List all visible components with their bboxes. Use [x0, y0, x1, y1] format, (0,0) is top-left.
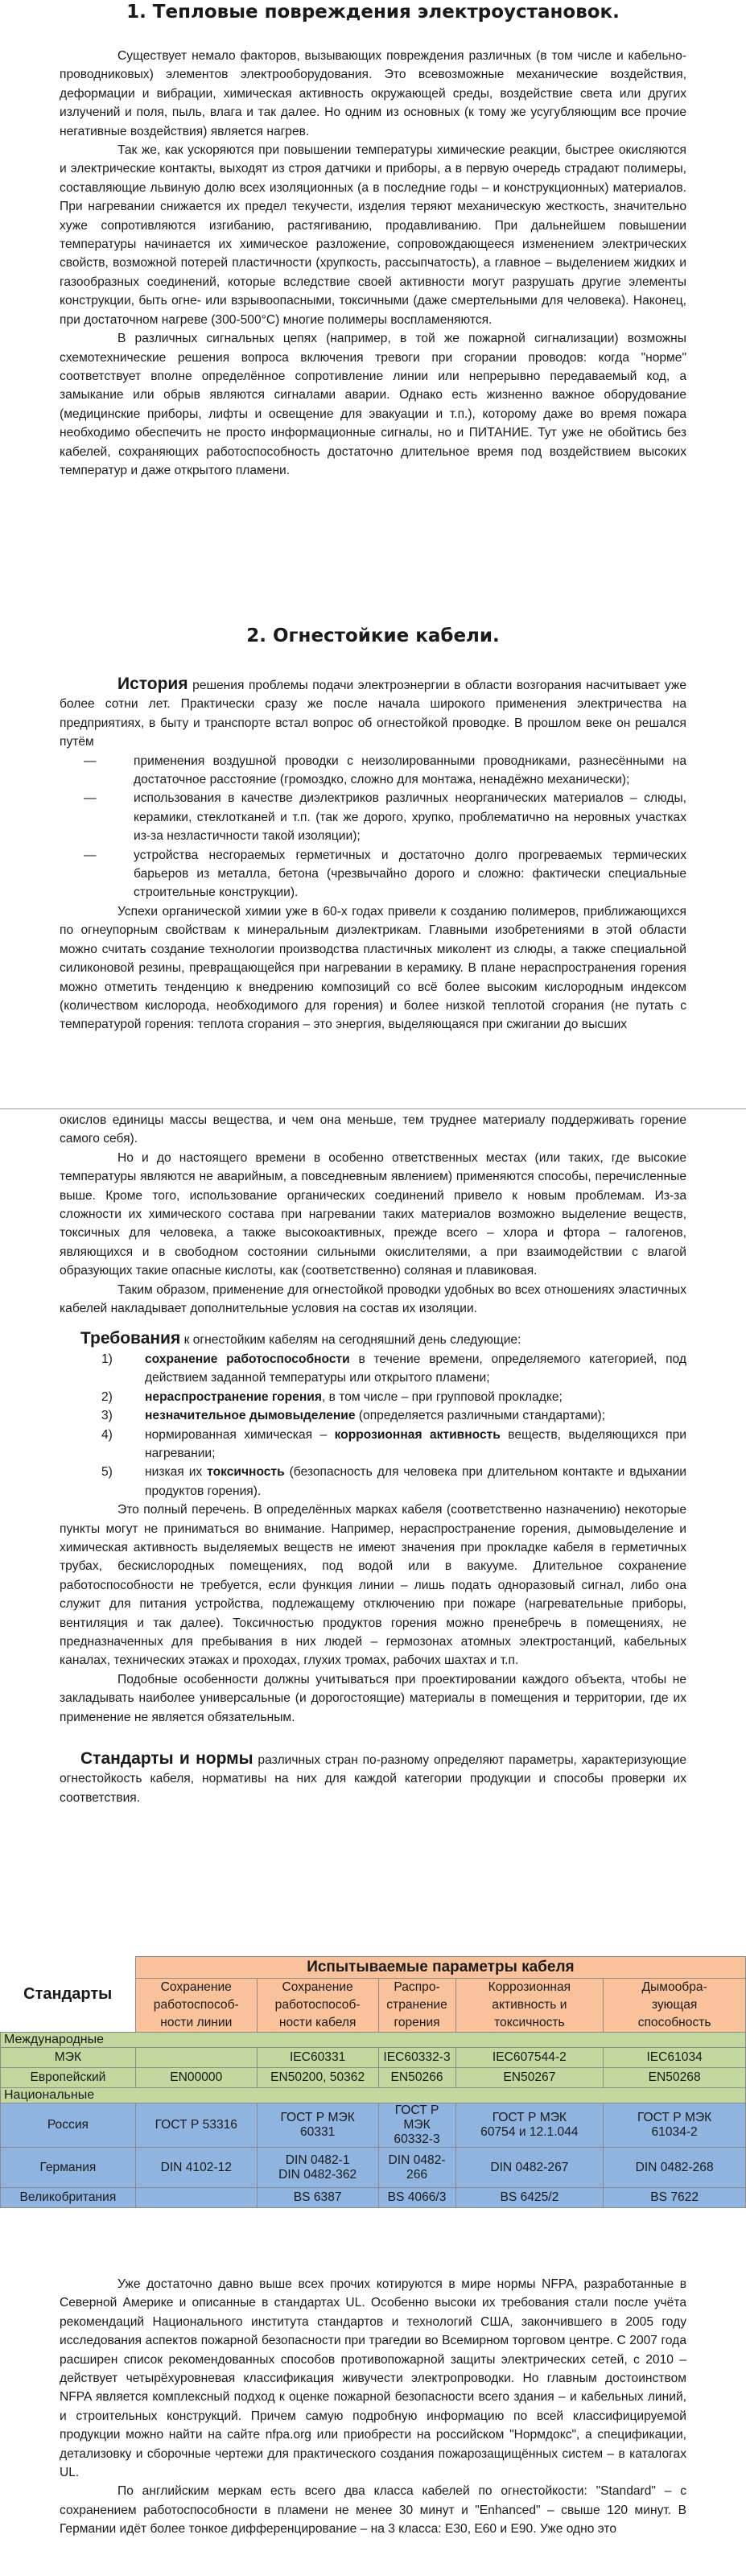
list-bold: нераспространение горения	[145, 1389, 322, 1404]
standards-table-wrap	[0, 1956, 746, 2208]
list-item: — использования в качестве диэлектриков различных неорганических материалов – слюды, керамики, стеклотканей и т.п. (так же дорого, хрупко, проблематично на неровных участках из-за незластичности такой изоляции);	[60, 789, 686, 845]
table-cell	[135, 2188, 257, 2208]
standards-lead: Стандарты и нормы	[80, 1749, 253, 1768]
history-text: решения проблемы подачи электроэнергии в области возгорания насчитывает уже более сотни лет. Практически сразу же после начала широкого применения электричества на предприятиях, в быту и транспорте встал вопрос об огнестойкой проводке. В прошлом веке он решался путём	[60, 679, 686, 749]
table-main-header: Испытываемые параметры кабеля	[135, 1957, 745, 1979]
table-cell	[135, 2048, 257, 2068]
table-cell: EN50268	[604, 2068, 746, 2088]
table-row	[1, 2148, 746, 2188]
requirements-lead: Требования	[80, 1329, 181, 1348]
history-paragraph	[60, 675, 686, 752]
list-bold: коррозионная активность	[334, 1427, 501, 1442]
table-cell	[257, 2148, 378, 2188]
table-cell-line: 60332-3	[394, 2132, 440, 2146]
standards-text: различных стран по-разному определяют параметры, характеризующие огнестойкость кабеля, нормативы на них для каждой категории продукции и способы проверки их соответствия.	[60, 1753, 686, 1805]
list-text: , в том числе – при групповой прокладке;	[321, 1389, 563, 1404]
table-cell-line: ГОСТ Р МЭК	[394, 2103, 439, 2132]
table-row	[1, 2188, 746, 2208]
list-text: (безопасность для человека при длительном контакте и вдыхании продуктов горения).	[145, 1465, 686, 1498]
list-number: 5)	[101, 1465, 113, 1480]
table-row	[1, 2068, 746, 2088]
requirements-text: к огнестойким кабелям на сегодняшний день следующие:	[183, 1333, 521, 1348]
table-row	[1, 2048, 746, 2068]
table-cell: BS 6425/2	[455, 2188, 604, 2208]
table-column-header: Коррозионная активность и токсичность	[455, 1979, 604, 2033]
table-cell: Германия	[1, 2148, 136, 2188]
table-cell: EN50266	[378, 2068, 455, 2088]
page-divider	[0, 1108, 746, 1109]
list-number: 2)	[101, 1389, 113, 1404]
table-cell: DIN 4102-12	[135, 2148, 257, 2188]
list-bold: токсичность	[207, 1465, 285, 1480]
list-item	[101, 1426, 686, 1463]
list-number: 4)	[101, 1427, 113, 1442]
table-cell: EN00000	[135, 2068, 257, 2088]
list-pre: низкая их	[145, 1465, 208, 1480]
table-group-header: Национальные	[1, 2088, 746, 2103]
list-number: 1)	[101, 1352, 113, 1366]
standards-paragraph	[60, 1749, 686, 1807]
section1-paragraph: В различных сигнальных цепях (например, в той же пожарной сигнализации) возможны схемотехнические решения вопроса включения тревоги при сгорании проводов: когда "норме" соответствует вполне определённое сопротивление линии или непрерывно передаваемый код, а замыкание или обрыв являются сигналами аварии. Однако есть жизненно важное оборудование (медицинские приборы, лифты и освещение для эвакуации и т.п.), которому даже во время пожара необходимо обеспечить не просто информационные сигналы, но и ПИТАНИЕ. Тут уже не обойтись без кабелей, сохраняющих работоспособность достаточно длительное время под воздействием высоких температур и даже открытого пламени.	[60, 332, 686, 477]
table-cell	[455, 2103, 604, 2148]
list-text: в течение времени, определяемого категорией, под действием заданной температуры или открытого пламени;	[145, 1352, 686, 1385]
table-column-header: Сохранение работоспособ- ности линии	[135, 1979, 257, 2033]
section1-title: 1. Тепловые повреждения электроустановок.	[126, 2, 620, 23]
list-item	[101, 1406, 686, 1425]
list-bold: незначительное дымовыделение	[145, 1409, 356, 1423]
table-group-header: Международные	[1, 2033, 746, 2048]
table-cell-line: 61034-2	[651, 2125, 698, 2139]
table-cell: Великобритания	[1, 2188, 136, 2208]
list-item	[101, 1350, 686, 1388]
list-item: — применения воздушной проводки с неизолированными проводниками, разнесёнными на достаточное расстояние (громоздко, сложно для монтажа, ненадёжно механически);	[60, 752, 686, 790]
organic-paragraph: Успехи органической химии уже в 60-х годах привели к созданию полимеров, приближающихся по огнеупорным свойствам к минеральным диэлектрикам. Главными изобретениями в этой области можно считать создание технологии производства пластичных миколент из слюды, а также специальной силиконовой резины, превращающейся при нагревании в керамику. В плане нераспространения горения можно отметить тенденцию к внедрению композиций со всё более высоким кислородным индексом (количеством кислорода, необходимого для горения) и более низкой теплотой сгорания (не путать с температурой горения: теплота сгорания – это энергия, выделяющаяся при сжигании до высших	[60, 904, 686, 1032]
table-cell-line: ГОСТ Р МЭК	[637, 2111, 712, 2124]
table-cell-line: ГОСТ Р МЭК	[492, 2111, 567, 2124]
table-column-header: Дымообра- зующая способность	[604, 1979, 746, 2033]
section2-body-cont	[0, 1111, 746, 1807]
table-cell: IEC61034	[604, 2048, 746, 2068]
table-cell-line: 60331	[299, 2125, 336, 2139]
standards-table	[0, 1956, 746, 2208]
table-cell: BS 4066/3	[378, 2188, 455, 2208]
table-cell	[378, 2103, 455, 2148]
list-text: веществ, выделяющихся при нагревании;	[145, 1427, 686, 1460]
section3-body	[0, 2275, 746, 2538]
table-cell: EN50200, 50362	[257, 2068, 378, 2088]
list-text: (определяется различными стандартами);	[355, 1409, 606, 1423]
table-cell: ГОСТ Р 53316	[135, 2103, 257, 2148]
full-list-paragraph: Это полный перечень. В определённых марках кабеля (соответственно назначению) некоторые пункты могут не приниматься во внимание. Например, нераспространение горения, дымовыделение и химическая активность выделяемых веществ не имеют значения при прокладке кабеля в герметичных трубах, бескислородных помещениях, под водой или в вакууме. Длительное сохранение работоспособности не требуется, если функция линии – лишь подать одноразовый сигнал, либо она служит для питания устройства, подлежащему отключению при пожаре (нагревательные приборы, вентиляция и так далее). Токсичностью продуктов горения можно пренебречь в помещениях, не предназначенных для пребывания в них людей – гермозонах атомных электростанций, кабельных каналах, технических этажах и проходах, глухих тромах, рабочих шахтах и т.п.	[60, 1503, 686, 1668]
section2-title: 2. Огнестойкие кабели.	[246, 625, 500, 646]
table-column-header: Распро- странение горения	[378, 1979, 455, 2033]
requirements-paragraph	[60, 1329, 686, 1349]
table-cell: DIN 0482-268	[604, 2148, 746, 2188]
table-cell: IEC60332-3	[378, 2048, 455, 2068]
requirements-list	[0, 1350, 746, 1501]
nfpa-paragraph: Уже достаточно давно выше всех прочих котируются в мире нормы NFPA, разработанные в Северной Америке и описанные в стандартах UL. Особенно высоки их требования стали после учёта рекомендаций Национального института стандартов и технологий США, закончившего в 2005 году исследования аспектов пожарной безопасности при трагедии во Всемирном торговом центре. С 2007 года расширен список рекомендованных способов противопожарной защиты электрических сетей, с 2010 – действует четырёхуровневая классификация живучести электропроводки. Но главным достоинством NFPA является комплексный подход к оценке пожарной безопасности всего здания – и кабельных линий, и строительных конструкций. Причем самую подробную информацию по всей классифицируемой продукции можно найти на сайте nfpa.org или приобрести на российском "Нормдокс", а спецификации, детализовку и сборочные чертежи для практического создания пожарозащищённых систем – в каталогах UL.	[60, 2277, 686, 2480]
section1-paragraph: Так же, как ускоряются при повышении температуры химические реакции, быстрее окисляются и электрические контакты, выходят из строя датчики и приборы, а в первую очередь страдают полимеры, составляющие львиную долю всех изоляционных (а в последние годы – и конструкционных) материалов. При нагревании снижается их предел текучести, изделия теряют механическую жесткость, значительно хуже сопротивляются изгибанию, растягиванию, продавливанию. При дальнейшем повышении температуры начинается их химическое разложение, сопровождающееся изменением электрических свойств, возможной потерей пластичности (хрупкость, рассыпчатость), а главное – выделением жидких и газообразных соединений, которые вследствие своей активности могут разрушать другие элементы конструкции, быть огне- или взрывоопасными, токсичными (даже смертельными для человека). Наконец, при достаточном нагреве (300-500°С) многие полимеры воспламеняются.	[60, 143, 686, 327]
list-pre: нормированная химическая –	[145, 1427, 335, 1442]
history-list	[0, 752, 746, 902]
list-number: 3)	[101, 1409, 113, 1423]
list-item: — устройства несгораемых герметичных и достаточно долго прогреваемых термических барьеров из металла, бетона (чрезвычайно дорого и сложно: фактически специальные строительные конструкции).	[60, 846, 686, 902]
table-cell: DIN 0482-267	[455, 2148, 604, 2188]
table-cell-line: ГОСТ Р МЭК	[280, 2111, 355, 2124]
thus-paragraph: Таким образом, применение для огнестойкой проводки удобных во всех отношениях эластичных кабелей накладывает дополнительные условия на состав их изоляции.	[60, 1282, 686, 1316]
section1-paragraph: Существует немало факторов, вызывающих повреждения различных (в том числе и кабельно-проводниковых) элементов электрооборудования. Это всевозможные механические воздействия, деформации и вибрации, химическая активность окружающей среды, воздействие света или других излучений и поля, пыль, влага и так далее. Но одним из основных (к тому же усугубляющим все прочие негативные воздействия) является нагрев.	[60, 49, 686, 138]
table-cell: BS 7622	[604, 2188, 746, 2208]
table-row	[1, 2103, 746, 2148]
table-cell: EN50267	[455, 2068, 604, 2088]
organic-paragraph-cont: окислов единицы массы вещества, и чем она меньше, тем труднее материалу поддерживать горение самого себя).	[60, 1113, 686, 1146]
table-cell: DIN 0482-266	[378, 2148, 455, 2188]
recent-paragraph: Но и до настоящего времени в особенно ответственных местах (или таких, где высокие температуры являются не аварийным, а повседневным явлением) применяются способы, перечисленные выше. Кроме того, использование органических соединений привело к новым проблемам. Из-за сложности их химического состава при нагревании таких материалов возможно выделение веществ, токсичных для человека, а также высокоактивных, прежде всего – хлора и фтора – галогенов, являющихся и в свободном состоянии сильными окислителями, а при взаимодействии с влагой образующих такие опасные кислоты, как (соответственно) соляная и плавиковая.	[60, 1150, 686, 1278]
table-cell: IEC60331	[257, 2048, 378, 2068]
table-cell	[604, 2103, 746, 2148]
section1-body	[60, 47, 686, 480]
list-item	[101, 1463, 686, 1501]
table-cell: IEC607544-2	[455, 2048, 604, 2068]
table-cell	[257, 2103, 378, 2148]
history-lead: История	[117, 675, 188, 693]
table-corner-header: Стандарты	[1, 1957, 136, 2033]
table-column-header: Сохранение работоспособ- ности кабеля	[257, 1979, 378, 2033]
table-cell: BS 6387	[257, 2188, 378, 2208]
table-cell: Европейский	[1, 2068, 136, 2088]
similar-paragraph: Подобные особенности должны учитываться при проектировании каждого объекта, чтобы не закладывать наиболее универсальные (и дорогостоящие) материалы в помещения и территории, где их применение не является обязательным.	[60, 1672, 686, 1724]
table-cell-line: DIN 0482-1	[285, 2153, 350, 2167]
table-cell-line: 60754 и 12.1.044	[480, 2125, 579, 2139]
section2-body	[0, 675, 746, 1091]
table-cell: Россия	[1, 2103, 136, 2148]
list-item	[101, 1388, 686, 1406]
table-cell: МЭК	[1, 2048, 136, 2068]
english-paragraph: По английским меркам есть всего два класса кабелей по огнестойкости: "Standard" – с сохранением работоспособности в пламени не менее 30 минут и "Enhanced" – свыше 120 минут. В Германии идёт более тонкое дифференцирование – на 3 класса: E30, E60 и E90. Уже одно это	[60, 2484, 686, 2537]
list-bold: сохранение работоспособности	[145, 1352, 350, 1366]
table-cell-line: DIN 0482-362	[278, 2167, 357, 2182]
